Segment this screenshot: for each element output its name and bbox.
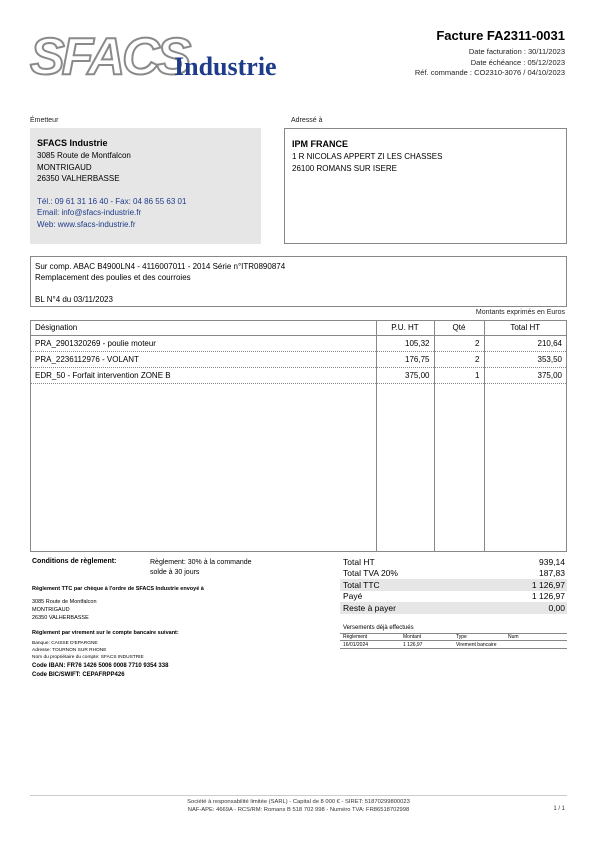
total-label: Reste à payer: [343, 602, 396, 613]
header-payment-date: Règlement: [343, 634, 368, 640]
logo-suffix-text: Industrie: [174, 52, 277, 81]
sender-address-line: 26350 VALHERBASSE: [37, 174, 120, 183]
item-quantity: 2: [434, 351, 484, 367]
total-row: [340, 579, 567, 591]
table-row: [340, 641, 567, 649]
total-value: 0,00: [548, 602, 565, 613]
cheque-address-line: 3085 Route de Montfalcon: [32, 599, 97, 605]
recipient-section-label: Adressé à: [291, 117, 323, 124]
invoice-title: Facture FA2311-0031: [436, 28, 565, 43]
item-designation: PRA_2236112976 - VOLANT: [31, 351, 376, 367]
payment-terms-value: [150, 558, 280, 578]
header-total: Total HT: [484, 321, 566, 335]
cheque-address-line: 26350 VALHERBASSE: [32, 615, 89, 621]
company-logo: [30, 28, 290, 88]
total-value: 1 126,97: [531, 591, 565, 602]
sender-section-label: Émetteur: [30, 117, 59, 124]
total-label: Total TVA 20%: [343, 568, 398, 579]
page-number: 1 / 1: [553, 806, 565, 812]
payment-amount: 1 126,97: [403, 641, 423, 648]
total-label: Payé: [343, 591, 363, 602]
header-designation: Désignation: [31, 321, 376, 335]
payments-header-row: [340, 633, 567, 641]
item-unit-price: 176,75: [376, 351, 434, 367]
sender-address-line: MONTRIGAUD: [37, 162, 92, 172]
bank-address: Adresse: TOURNON SUR RHONE: [32, 648, 107, 653]
delivery-note-reference: BL N°4 du 03/11/2023: [35, 295, 113, 304]
legal-footer: [30, 798, 567, 814]
total-row: [340, 591, 567, 603]
header-quantity: Qté: [434, 321, 484, 335]
table-row: [31, 351, 566, 367]
sender-email: Email: info@sfacs-industrie.fr: [37, 208, 142, 217]
payments-made-title: Versements déjà effectués: [343, 625, 414, 631]
table-filler-row: [31, 383, 566, 551]
totals-table: [340, 556, 567, 614]
payment-terms-line: solde à 30 jours: [150, 569, 200, 576]
item-designation: EDR_50 - Forfait intervention ZONE B: [31, 367, 376, 383]
logo-brand-text: SFACS: [30, 28, 189, 86]
total-label: Total TTC: [343, 579, 380, 590]
equipment-reference: Sur comp. ABAC B4900LN4 - 4116007011 - 2014 Série n°ITR0890874: [35, 262, 286, 271]
bank-details: [32, 640, 144, 661]
payment-type: Virement bancaire: [456, 641, 497, 648]
transfer-instructions-title: Règlement par virement sur le compte bancaire suivant:: [32, 630, 179, 636]
bank-codes: [32, 662, 168, 679]
total-value: 939,14: [539, 556, 565, 567]
total-label: Total HT: [343, 556, 375, 567]
item-total: 353,50: [484, 351, 566, 367]
recipient-address-line: 26100 ROMANS SUR ISERE: [292, 163, 397, 173]
header-type: Type: [456, 634, 467, 640]
footer-line: Société à responsabilité limitée (SARL) - Capital de 8 000 € - SIRET: 51870299800023: [187, 799, 410, 805]
currency-note: Montants exprimés en Euros: [475, 309, 565, 316]
item-quantity: 1: [434, 367, 484, 383]
header-unit-price: P.U. HT: [376, 321, 434, 335]
table-row: [31, 367, 566, 383]
header-number: Num: [508, 634, 519, 640]
item-unit-price: 105,32: [376, 335, 434, 351]
sender-address-line: 3085 Route de Montfalcon: [37, 151, 131, 160]
payments-table: [340, 633, 567, 649]
account-owner: Nom du propriétaire du compte: SFACS INDUSTRIE: [32, 655, 144, 660]
total-row: [340, 556, 567, 568]
items-header-row: [31, 321, 566, 335]
order-reference: Réf. commande : CO2310-3076 / 04/10/2023: [414, 68, 565, 77]
iban-code: Code IBAN: FR76 1426 5006 0008 7710 9354 338: [32, 663, 169, 669]
sender-box: [30, 128, 261, 244]
cheque-address: [32, 598, 97, 622]
invoice-due-date: Date échéance : 05/12/2023: [470, 57, 565, 67]
item-total: 375,00: [484, 367, 566, 383]
recipient-box: [284, 128, 567, 244]
work-description: Remplacement des poulies et des courroies: [35, 273, 191, 282]
invoice-meta: [415, 47, 565, 79]
payment-terms-line: Règlement: 30% à la commande: [150, 559, 252, 566]
sender-name: SFACS Industrie: [37, 138, 108, 148]
invoice-notes-box: [30, 256, 567, 307]
sender-website: Web: www.sfacs-industrie.fr: [37, 219, 136, 229]
recipient-name: IPM FRANCE: [292, 139, 348, 149]
cheque-address-line: MONTRIGAUD: [32, 607, 70, 613]
bank-name: Banque: CAISSE D'EPARGNE: [32, 641, 98, 646]
item-quantity: 2: [434, 335, 484, 351]
total-row: [340, 568, 567, 580]
cheque-instructions-title: Règlement TTC par chèque à l'ordre de SFACS Industrie envoyé à: [32, 586, 204, 592]
total-value: 1 126,97: [531, 579, 565, 590]
bic-code: Code BIC/SWIFT: CEPAFRPP426: [32, 671, 125, 678]
payment-terms-label: Conditions de règlement:: [32, 558, 117, 565]
payment-date: 16/01/2024: [343, 641, 369, 648]
invoice-date: Date facturation : 30/11/2023: [468, 47, 565, 56]
footer-divider: [30, 795, 567, 796]
table-row: [31, 335, 566, 351]
footer-line: NAF-APE: 4669A - RCS/RM: Romans B 518 702 998 - Numéro TVA: FR86518702998: [187, 807, 410, 813]
sender-phone: Tél.: 09 61 31 16 40 - Fax: 04 86 55 63 01: [37, 196, 187, 206]
item-total: 210,64: [484, 335, 566, 351]
items-table: [30, 320, 567, 552]
total-row: [340, 602, 567, 614]
recipient-address-line: 1 R NICOLAS APPERT ZI LES CHASSES: [292, 152, 443, 161]
item-unit-price: 375,00: [376, 367, 434, 383]
total-value: 187,83: [539, 568, 565, 579]
header-amount: Montant: [403, 634, 422, 640]
item-designation: PRA_2901320269 - poulie moteur: [31, 335, 376, 351]
